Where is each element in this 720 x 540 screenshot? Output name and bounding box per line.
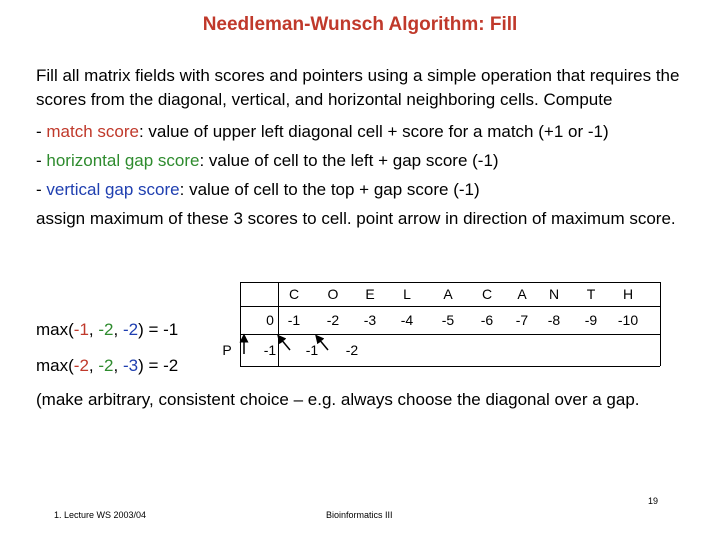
page-number: 19 (648, 496, 659, 506)
max-prefix: max( (36, 320, 74, 339)
rule-text: : value of upper left diagonal cell + score for a match (+1 or -1) (138, 122, 609, 141)
matrix-cell: 0 (266, 312, 274, 328)
column-header: T (586, 286, 596, 302)
horizontal-value: -2 (98, 320, 114, 339)
matrix-border-top (240, 282, 660, 283)
assign-paragraph: assign maximum of these 3 scores to cell. point arrow in direction of maximum score. (36, 209, 676, 228)
row-label: P (222, 342, 232, 358)
matrix-cell: -9 (584, 312, 598, 328)
max-result: ) = -2 (138, 356, 179, 375)
max-prefix: max( (36, 356, 74, 375)
matrix-cell: -1 (287, 312, 301, 328)
pointer-arrows (240, 330, 360, 366)
column-header: N (548, 286, 560, 302)
max-result: ) = -1 (138, 320, 179, 339)
column-header: A (443, 286, 453, 302)
max-line-1: max(-1, -2, -2) = -1 (36, 320, 179, 339)
matrix-cell: -1 (305, 342, 319, 358)
diagonal-arrow-icon (318, 338, 328, 350)
matrix-cell: -3 (363, 312, 377, 328)
matrix-cell: -2 (345, 342, 359, 358)
rule-match (36, 120, 609, 144)
rule-text: : value of cell to the top + gap score (-1) (179, 180, 480, 199)
rule-prefix: - (36, 151, 47, 170)
column-header: A (517, 286, 527, 302)
footer-course: Bioinformatics III (326, 510, 393, 520)
vertical-value: -2 (122, 320, 139, 339)
matrix-cell: -4 (400, 312, 414, 328)
column-header: O (327, 286, 339, 302)
matrix-cell: -6 (480, 312, 494, 328)
intro-paragraph: Fill all matrix fields with scores and pointers using a simple operation that requires the scores from the diagonal, vertical, and horizontal neighboring cells. Compute (36, 66, 680, 109)
slide-title: Needleman-Wunsch Algorithm: Fill (202, 14, 518, 35)
matrix-cell: -8 (547, 312, 561, 328)
vertical-gap-term: vertical gap score (46, 180, 180, 199)
score-matrix (222, 282, 660, 366)
matrix-border-right (660, 282, 661, 366)
column-header: C (481, 286, 493, 302)
column-header: C (288, 286, 300, 302)
vertical-value: -3 (122, 356, 139, 375)
matrix-cell: -1 (263, 342, 277, 358)
diag-value: -2 (73, 356, 89, 375)
matrix-border-bottom (240, 366, 660, 367)
matrix-cell: -7 (515, 312, 529, 328)
match-score-term: match score (46, 122, 139, 141)
diag-value: -1 (73, 320, 89, 339)
matrix-cell: -5 (441, 312, 455, 328)
column-header: E (365, 286, 375, 302)
rule-prefix: - (36, 122, 47, 141)
footer-lecture: 1. Lecture WS 2003/04 (54, 510, 147, 520)
rule-horizontal-gap (36, 149, 499, 173)
matrix-divider (240, 306, 660, 307)
rule-prefix: - (36, 180, 47, 199)
rule-text: : value of cell to the left + gap score (-1) (199, 151, 499, 170)
horizontal-gap-term: horizontal gap score (46, 151, 200, 170)
horizontal-value: -2 (98, 356, 114, 375)
max-line-2: max(-2, -2, -3) = -2 (36, 356, 179, 375)
rule-vertical-gap (36, 178, 480, 202)
matrix-cell: -10 (617, 312, 639, 328)
column-header: L (403, 286, 411, 302)
matrix-cell: -2 (326, 312, 340, 328)
note-paragraph: (make arbitrary, consistent choice – e.g. always choose the diagonal over a gap. (36, 390, 640, 409)
diagonal-arrow-icon (280, 338, 290, 350)
column-header: H (622, 286, 634, 302)
